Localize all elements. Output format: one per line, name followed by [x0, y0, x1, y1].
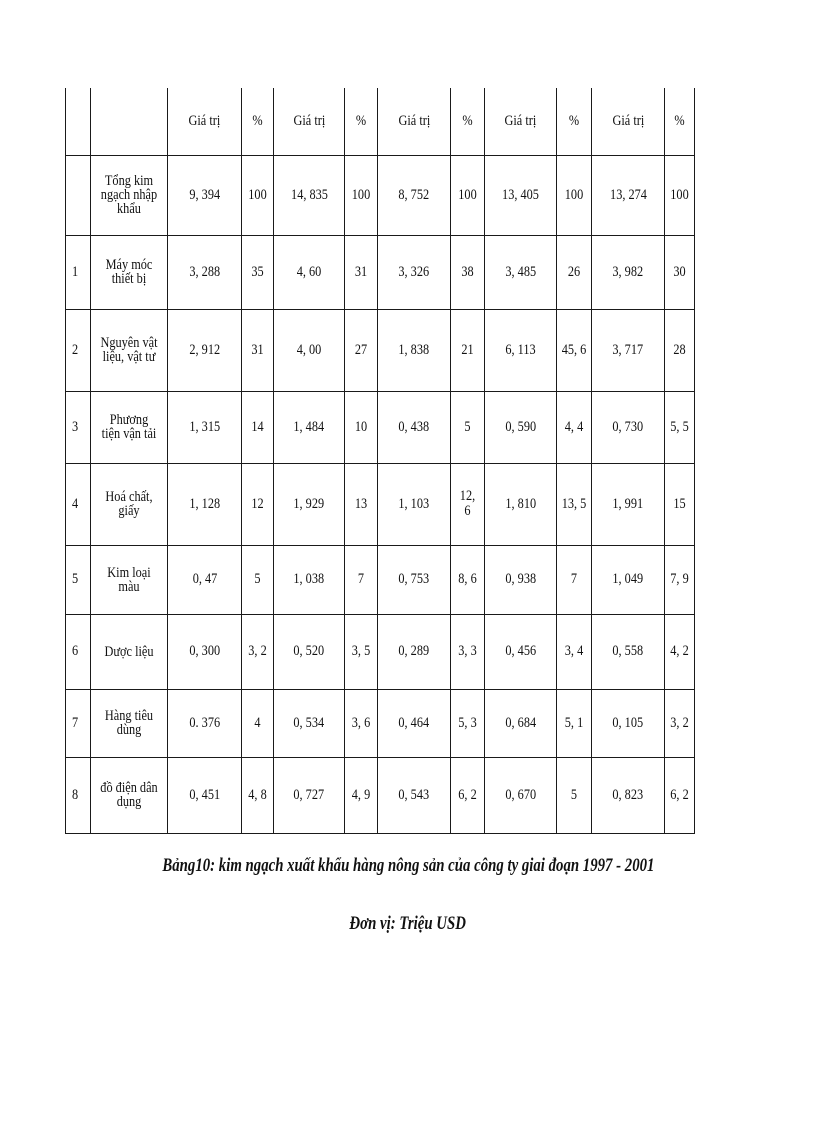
value-cell [485, 235, 557, 309]
table-row [66, 235, 695, 309]
header-cell-percent [557, 88, 592, 155]
cell-text: 12 [251, 495, 264, 512]
value-cell [168, 235, 242, 309]
cell-text: Dược liệu [104, 643, 154, 660]
cell-text: Hoá chất, giấy [105, 489, 153, 519]
percent-cell [242, 391, 274, 463]
percent-cell [451, 689, 485, 757]
cell-text: 0, 823 [612, 786, 644, 803]
item-name-cell [91, 463, 168, 545]
percent-cell [557, 463, 592, 545]
value-cell [274, 757, 345, 833]
value-cell [274, 391, 345, 463]
item-name-cell [91, 614, 168, 689]
value-cell [274, 309, 345, 391]
cell-text: 4, 8 [248, 786, 267, 803]
cell-text: 31 [354, 263, 368, 280]
header-cell-percent [451, 88, 485, 155]
header-cell-percent [242, 88, 274, 155]
cell-text: 0, 670 [505, 786, 536, 803]
cell-text: 8, 6 [458, 571, 477, 587]
cell-text: 14 [251, 418, 264, 435]
value-cell [485, 463, 557, 545]
cell-text: 0, 590 [505, 418, 536, 435]
cell-text: 0, 938 [505, 571, 536, 587]
cell-text: 1, 991 [612, 495, 644, 512]
percent-cell [345, 155, 378, 235]
percent-cell [557, 155, 592, 235]
percent-cell [665, 155, 695, 235]
cell-text: 5 [254, 571, 261, 587]
cell-text: 3, 4 [564, 643, 584, 659]
percent-cell [345, 689, 378, 757]
cell-text: 100 [564, 186, 584, 203]
cell-text: 0, 464 [398, 714, 430, 731]
value-cell [168, 155, 242, 235]
item-name-cell [91, 545, 168, 614]
item-name-cell [91, 155, 168, 235]
cell-text: 21 [461, 341, 474, 358]
value-cell [274, 235, 345, 309]
table-body [66, 88, 695, 833]
value-cell [378, 235, 451, 309]
cell-text: % [674, 112, 685, 129]
cell-text: 0, 727 [293, 786, 325, 803]
import-value-table [65, 88, 695, 834]
item-name-cell [91, 235, 168, 309]
header-cell-value [168, 88, 242, 155]
cell-text: 1, 038 [293, 571, 325, 587]
cell-text: 5 [72, 571, 79, 587]
value-cell [274, 545, 345, 614]
value-cell [168, 614, 242, 689]
value-cell [592, 689, 665, 757]
cell-text: 0, 534 [293, 714, 325, 731]
cell-text: 0, 47 [192, 571, 217, 587]
cell-text: 4 [254, 714, 261, 731]
table-row [66, 545, 695, 614]
cell-text: 2 [72, 341, 79, 358]
cell-text: đồ điện dân dụng [100, 780, 158, 810]
cell-text: 1, 128 [189, 495, 220, 512]
cell-text: 8 [72, 786, 79, 803]
cell-text: 13 [354, 495, 368, 512]
cell-text: 7 [72, 714, 79, 731]
cell-text: 3, 485 [505, 263, 536, 280]
cell-text: 6 [72, 643, 79, 659]
header-cell-value [485, 88, 557, 155]
cell-text: 31 [251, 341, 264, 358]
value-cell [168, 391, 242, 463]
row-number-cell [66, 235, 91, 309]
value-cell [168, 757, 242, 833]
cell-text: % [568, 112, 580, 129]
value-cell [485, 391, 557, 463]
cell-text: 6, 2 [670, 786, 689, 803]
cell-text: 14, 835 [290, 186, 328, 203]
header-cell-empty [66, 88, 91, 155]
cell-text: 3, 717 [612, 341, 644, 358]
header-cell-percent [665, 88, 695, 155]
percent-cell [242, 235, 274, 309]
value-cell [168, 309, 242, 391]
percent-cell [242, 155, 274, 235]
percent-cell [665, 614, 695, 689]
cell-text: 3, 2 [248, 643, 267, 659]
percent-cell [557, 689, 592, 757]
cell-text: 3, 2 [670, 714, 689, 731]
row-number-cell [66, 545, 91, 614]
table-caption-text: Bảng10: kim ngạch xuất khẩu hàng nông sản của công ty giai đoạn 1997 - 2001 [161, 855, 655, 876]
row-number-cell [66, 309, 91, 391]
value-cell [592, 235, 665, 309]
cell-text: 2, 912 [189, 341, 220, 358]
percent-cell [451, 309, 485, 391]
cell-text: 3, 6 [351, 714, 371, 731]
value-cell [168, 463, 242, 545]
cell-text: 4, 9 [351, 786, 371, 803]
cell-text: 35 [251, 263, 264, 280]
row-number-cell [66, 757, 91, 833]
cell-text: Giá trị [188, 112, 221, 129]
cell-text: 100 [248, 186, 267, 203]
cell-text: 5, 3 [458, 714, 477, 731]
cell-text: 6, 113 [505, 341, 536, 358]
cell-text: 6, 2 [458, 786, 477, 803]
value-cell [378, 757, 451, 833]
percent-cell [451, 235, 485, 309]
value-cell [274, 463, 345, 545]
percent-cell [665, 757, 695, 833]
cell-text: 3, 288 [189, 263, 220, 280]
percent-cell [665, 309, 695, 391]
cell-text: 0, 520 [293, 643, 325, 659]
value-cell [592, 757, 665, 833]
table-row [66, 463, 695, 545]
cell-text: 28 [673, 341, 686, 358]
percent-cell [242, 545, 274, 614]
value-cell [168, 545, 242, 614]
cell-text: 0, 289 [398, 643, 430, 659]
cell-text: 8, 752 [398, 186, 430, 203]
cell-text: 0, 456 [505, 643, 536, 659]
item-name-cell [91, 391, 168, 463]
value-cell [274, 614, 345, 689]
percent-cell [665, 689, 695, 757]
cell-text: 0, 753 [398, 571, 430, 587]
cell-text: 100 [670, 186, 689, 203]
item-name-cell [91, 689, 168, 757]
cell-text: Kim loại màu [107, 564, 151, 595]
cell-text: 5 [464, 418, 471, 435]
percent-cell [242, 614, 274, 689]
percent-cell [345, 235, 378, 309]
header-cell-value [378, 88, 451, 155]
cell-text: 0, 543 [398, 786, 430, 803]
percent-cell [345, 463, 378, 545]
value-cell [274, 689, 345, 757]
cell-text: 4 [72, 495, 79, 512]
percent-cell [451, 463, 485, 545]
unit-label-text: Đơn vị: Triệu USD [349, 913, 467, 934]
percent-cell [557, 545, 592, 614]
cell-text: Giá trị [504, 112, 537, 129]
cell-text: 1, 484 [293, 418, 325, 435]
cell-text: 4, 2 [670, 643, 689, 659]
percent-cell [345, 309, 378, 391]
percent-cell [451, 757, 485, 833]
value-cell [485, 155, 557, 235]
unit-label [0, 913, 816, 935]
cell-text: 4, 00 [296, 341, 322, 358]
cell-text: 26 [567, 263, 581, 280]
value-cell [485, 689, 557, 757]
value-cell [378, 689, 451, 757]
value-cell [378, 614, 451, 689]
cell-text: 15 [673, 495, 686, 512]
cell-text: % [462, 112, 473, 129]
cell-text: 4, 60 [296, 263, 322, 280]
percent-cell [451, 391, 485, 463]
row-number-cell [66, 391, 91, 463]
value-cell [378, 309, 451, 391]
cell-text: 13, 405 [502, 186, 539, 203]
value-cell [378, 155, 451, 235]
cell-text: 10 [354, 418, 368, 435]
value-cell [378, 545, 451, 614]
cell-text: 5, 1 [564, 714, 584, 731]
row-number-cell [66, 689, 91, 757]
cell-text: 0, 684 [505, 714, 536, 731]
cell-text: Phương tiện vận tải [101, 412, 157, 442]
cell-text: 12, 6 [459, 488, 476, 519]
cell-text: 0, 105 [612, 714, 644, 731]
cell-text: 0, 300 [189, 643, 220, 659]
table-header-row [66, 88, 695, 155]
cell-text: 0, 451 [189, 786, 220, 803]
percent-cell [665, 463, 695, 545]
percent-cell [557, 614, 592, 689]
cell-text: Giá trị [398, 112, 430, 129]
percent-cell [345, 545, 378, 614]
value-cell [592, 545, 665, 614]
cell-text: 1, 810 [505, 495, 536, 512]
percent-cell [242, 757, 274, 833]
cell-text: 1, 315 [189, 418, 220, 435]
cell-text: 27 [354, 341, 368, 358]
value-cell [168, 689, 242, 757]
cell-text: 0, 730 [612, 418, 644, 435]
table-row [66, 689, 695, 757]
table-row [66, 309, 695, 391]
value-cell [592, 391, 665, 463]
value-cell [592, 309, 665, 391]
cell-text: Giá trị [293, 112, 325, 129]
cell-text: Giá trị [612, 112, 644, 129]
cell-text: 38 [461, 263, 474, 280]
header-cell-percent [345, 88, 378, 155]
value-cell [378, 463, 451, 545]
cell-text: 1, 103 [398, 495, 430, 512]
cell-text: 4, 4 [564, 418, 584, 435]
cell-text: 100 [351, 186, 371, 203]
cell-text: % [252, 112, 263, 129]
percent-cell [557, 391, 592, 463]
percent-cell [345, 391, 378, 463]
row-number-cell [66, 463, 91, 545]
cell-text: 7, 9 [670, 571, 689, 587]
cell-text: 3, 5 [351, 643, 371, 659]
cell-text: 0. 376 [189, 714, 220, 731]
cell-text: 0, 558 [612, 643, 644, 659]
cell-text: 9, 394 [189, 186, 220, 203]
cell-text: Máy móc thiết bị [105, 257, 153, 287]
percent-cell [557, 309, 592, 391]
cell-text: 30 [673, 263, 686, 280]
percent-cell [451, 545, 485, 614]
cell-text: 13, 274 [609, 186, 647, 203]
value-cell [592, 463, 665, 545]
cell-text: 3, 326 [398, 263, 430, 280]
table-row [66, 391, 695, 463]
cell-text: 13, 5 [561, 495, 587, 512]
cell-text: 7 [357, 571, 365, 587]
cell-text: Hàng tiêu dùng [104, 708, 154, 738]
percent-cell [557, 757, 592, 833]
table-row [66, 155, 695, 235]
table-caption [0, 855, 816, 877]
item-name-cell [91, 757, 168, 833]
row-number-cell [66, 155, 91, 235]
header-cell-value [592, 88, 665, 155]
value-cell [592, 614, 665, 689]
cell-text: Tổng kim ngạch nhập khẩu [100, 173, 158, 217]
value-cell [485, 545, 557, 614]
cell-text: 1 [72, 263, 79, 280]
value-cell [485, 309, 557, 391]
percent-cell [242, 689, 274, 757]
percent-cell [665, 235, 695, 309]
value-cell [592, 155, 665, 235]
cell-text: 5, 5 [670, 418, 689, 435]
cell-text: 1, 049 [612, 571, 644, 587]
percent-cell [345, 614, 378, 689]
cell-text: 1, 929 [293, 495, 325, 512]
percent-cell [345, 757, 378, 833]
percent-cell [665, 391, 695, 463]
percent-cell [451, 614, 485, 689]
table-row [66, 614, 695, 689]
item-name-cell [91, 309, 168, 391]
cell-text: 7 [570, 571, 578, 587]
header-cell-empty [91, 88, 168, 155]
value-cell [485, 757, 557, 833]
cell-text: 0, 438 [398, 418, 430, 435]
cell-text: Nguyên vật liệu, vật tư [100, 335, 158, 365]
percent-cell [451, 155, 485, 235]
cell-text: 45, 6 [561, 341, 587, 358]
percent-cell [665, 545, 695, 614]
cell-text: 3, 982 [612, 263, 644, 280]
row-number-cell [66, 614, 91, 689]
value-cell [274, 155, 345, 235]
cell-text: 3, 3 [458, 643, 477, 659]
cell-text: 3 [72, 418, 79, 435]
percent-cell [242, 463, 274, 545]
cell-text: 5 [570, 786, 578, 803]
cell-text: 1, 838 [398, 341, 430, 358]
header-cell-value [274, 88, 345, 155]
table-row [66, 757, 695, 833]
value-cell [378, 391, 451, 463]
percent-cell [242, 309, 274, 391]
value-cell [485, 614, 557, 689]
cell-text: 100 [458, 186, 477, 203]
percent-cell [557, 235, 592, 309]
cell-text: % [355, 112, 367, 129]
